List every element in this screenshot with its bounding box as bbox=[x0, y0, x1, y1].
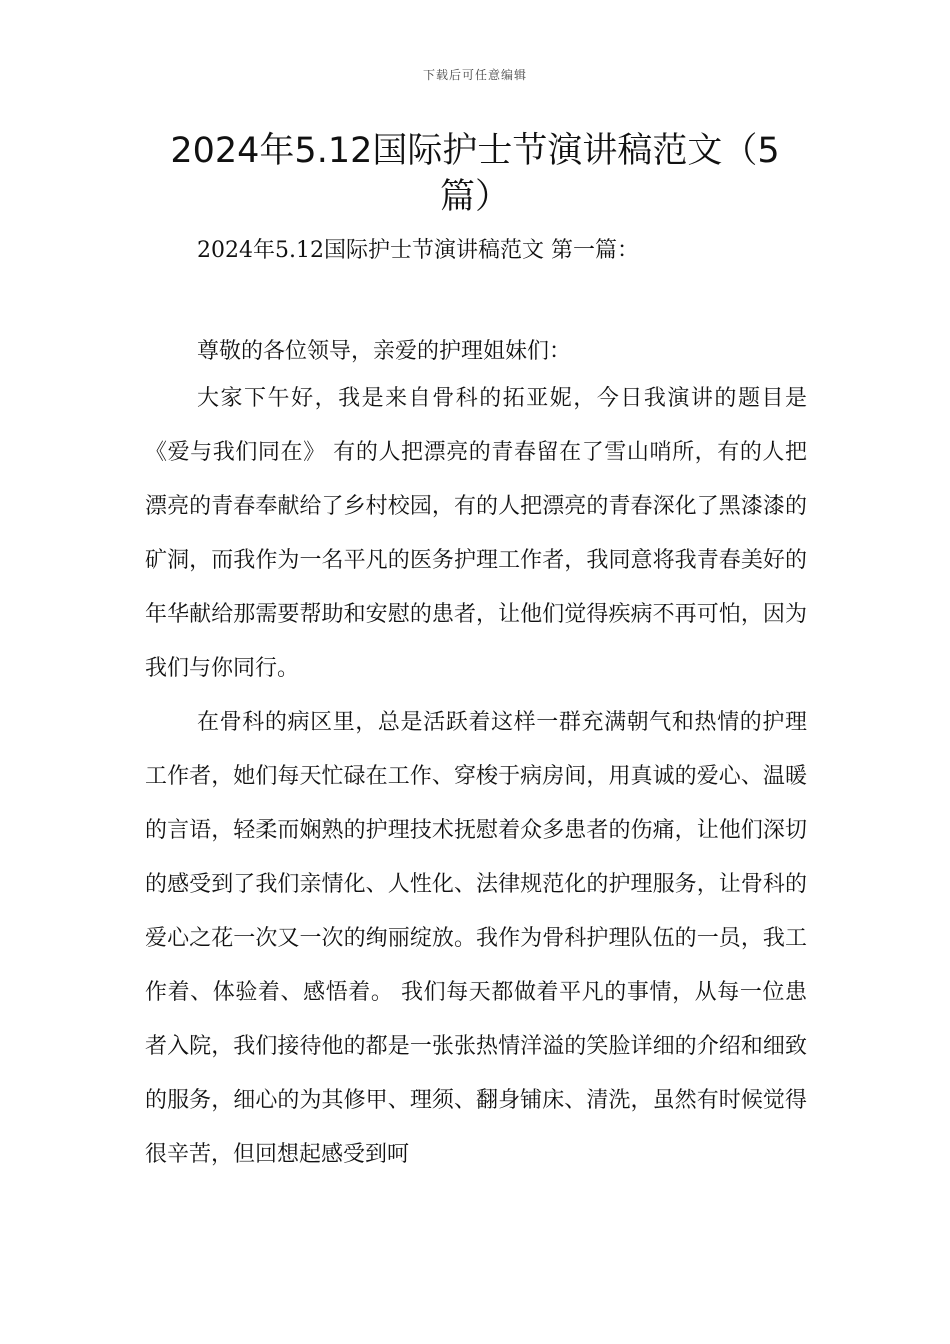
body-paragraph: 大家下午好，我是来自骨科的拓亚妮，今日我演讲的题目是《爱与我们同在》 有的人把漂亮的青春留在了雪山哨所，有的人把漂亮的青春奉献给了乡村校园，有的人把漂亮的青春深化了黑漆漆的矿洞，而我作为一名平凡的医务护理工作者，我同意将我青春美好的年华献给那需要帮助和安慰的患者，让他们觉得疾病不再可怕，因为我们与你同行。 bbox=[145, 386, 807, 681]
speech-greeting: 尊敬的各位领导，亲爱的护理姐妹们： bbox=[197, 339, 572, 364]
header-note: 下载后可任意编辑 bbox=[422, 68, 527, 82]
document-subtitle: 2024年5.12国际护士节演讲稿范文 第一篇： bbox=[197, 238, 639, 263]
document-title: 2024年5.12国际护士节演讲稿范文（5篇） bbox=[170, 131, 780, 217]
body-paragraph: 在骨科的病区里，总是活跃着这样一群充满朝气和热情的护理工作者，她们每天忙碌在工作、穿梭于病房间，用真诚的爱心、温暖的言语，轻柔而娴熟的护理技术抚慰着众多患者的伤痛，让他们深切的感受到了我们亲情化、人性化、法律规范化的护理服务，让骨科的爱心之花一次又一次的绚丽绽放。我作为骨科护理队伍的一员，我工作着、体验着、感悟着。 我们每天都做着平凡的事情，从每一位患者入院，我们接待他的都是一张张热情洋溢的笑脸详细的介绍和细致的服务，细心的为其修甲、理须、翻身铺床、清洗，虽然有时候觉得很辛苦，但回想起感受到呵 bbox=[145, 710, 807, 1167]
